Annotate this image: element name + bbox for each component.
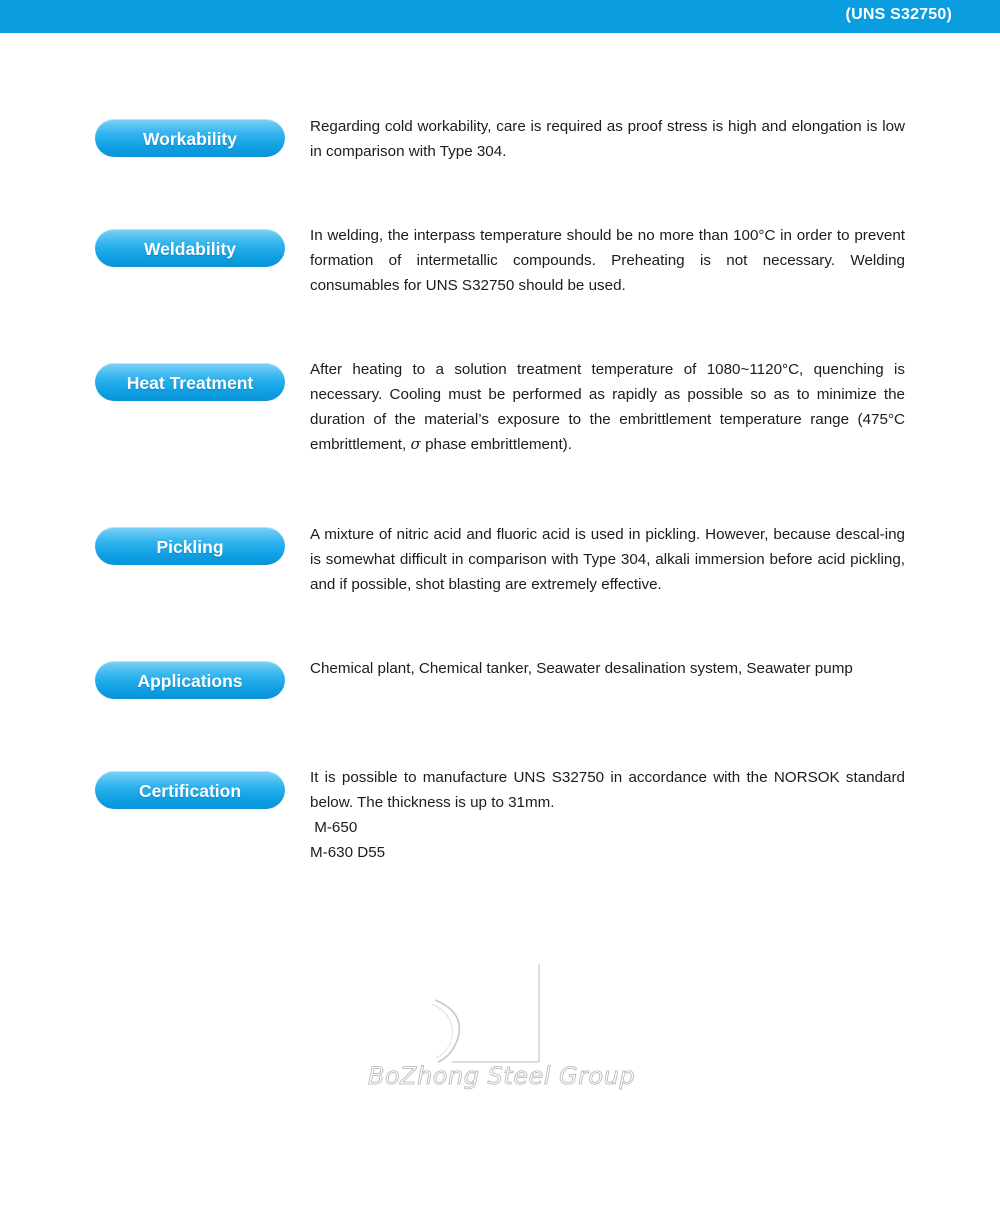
heat-treatment-main: After heating to a solution treatment temperature of 1080~1120°C, quenching is necessary. Cooling must be performed as rapidly as possible so as to minimize the duration of the material’s exposure to the embrittlement temperature range (475°C embrittlement, [310,361,905,453]
heat-treatment-paragraph [310,357,905,457]
sigma-symbol: σ [410,435,421,453]
pickling-label: Pickling [95,527,285,565]
weldability-text [310,223,905,298]
applications-text [310,656,905,681]
applications-label: Applications [95,661,285,699]
heat-treatment-label: Heat Treatment [95,363,285,401]
pickling-paragraph: A mixture of nitric acid and fluoric acid is used in pickling. However, because descal-ing is somewhat difficult in comparison with Type 304, alkali immersion before acid pickling, and if possible, shot blasting are extremely effective. [310,526,905,593]
certification-label: Certification [95,771,285,809]
bozhong-logo-icon [340,960,670,1070]
workability-paragraph: Regarding cold workability, care is required as proof stress is high and elongation is low in comparison with Type 304. [310,118,905,160]
standard-m650: M-650 [310,819,358,836]
heat-treatment-text [310,357,905,457]
pickling-text [310,522,905,597]
document-title: (UNS S32750) [845,6,952,23]
watermark [340,960,670,1100]
standard-m630: M-630 D55 [310,844,386,861]
applications-paragraph: Chemical plant, Chemical tanker, Seawater desalination system, Seawater pump [310,660,853,677]
watermark-text: BoZhong Steel Group [368,1062,636,1090]
workability-label: Workability [95,119,285,157]
weldability-label: Weldability [95,229,285,267]
heat-treatment-tail: phase embrittlement). [420,436,572,453]
certification-paragraph: It is possible to manufacture UNS S32750 in accordance with the NORSOK standard below. The thickness is up to 31mm. [310,769,905,811]
certification-text [310,765,905,865]
header-bar [0,0,1000,33]
weldability-paragraph: In welding, the interpass temperature should be no more than 100°C in order to prevent formation of intermetallic compounds. Preheating is not necessary. Welding consumables for UNS S32750 should be used. [310,227,905,294]
workability-text [310,114,905,164]
